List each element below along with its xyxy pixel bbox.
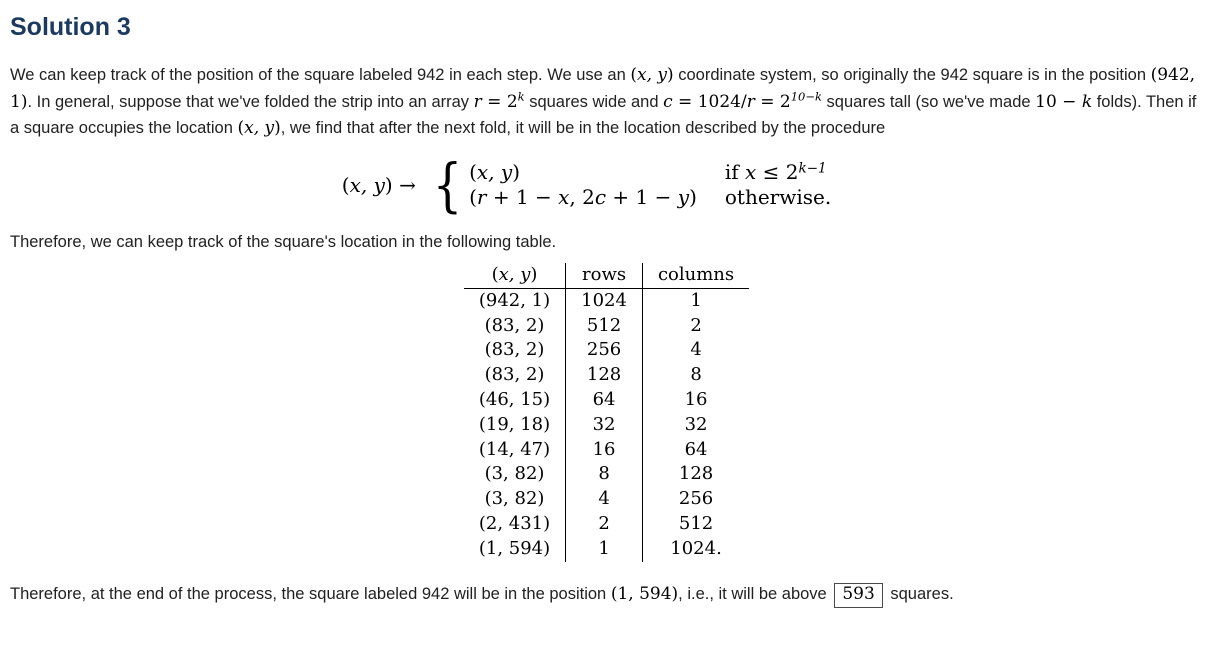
case-1-condition	[725, 160, 831, 184]
table-cell: 1	[566, 537, 643, 562]
table-cell: (942, 1)	[464, 288, 566, 313]
table-cell: (46, 15)	[464, 388, 566, 413]
text-segment: x, y	[244, 118, 275, 138]
position-table-head	[464, 263, 749, 288]
text-segment: r	[476, 185, 487, 209]
text-segment: Therefore, at the end of the process, the square labeled 942 will be in the position	[10, 584, 611, 603]
table-cell: 4	[566, 487, 643, 512]
text-segment: (	[630, 65, 638, 85]
table-row	[464, 338, 749, 363]
text-segment: squares tall (so we've made	[821, 92, 1036, 111]
table-row	[464, 288, 749, 313]
text-segment: )	[689, 185, 697, 209]
text-segment: x, y	[498, 264, 531, 285]
solution-document	[10, 12, 1203, 608]
table-cell: (83, 2)	[464, 338, 566, 363]
text-segment: + 1 −	[486, 185, 559, 209]
table-cell: 2	[690, 314, 702, 336]
table-cell: 128	[678, 463, 714, 485]
table-cell: 512	[678, 512, 714, 534]
table-cell: 512	[566, 314, 643, 339]
text-segment: (	[341, 172, 350, 197]
table-row	[464, 314, 749, 339]
text-segment: squares wide and	[524, 92, 664, 111]
table-cell: 1	[690, 289, 702, 311]
text-segment: (942, 1)	[10, 65, 1196, 112]
table-row	[464, 512, 749, 537]
table-cell: 64	[566, 388, 643, 413]
text-segment: coordinate system, so originally the 942 square is in the position	[673, 66, 1151, 84]
text-segment: )	[512, 160, 521, 184]
text-segment: = 2	[754, 91, 791, 112]
header-cell-columns: columns	[642, 263, 749, 288]
table-cell: (2, 431)	[464, 512, 566, 537]
text-segment: )	[667, 65, 674, 85]
text-segment: x, y	[637, 65, 668, 85]
table-cell: (1, 594)	[464, 537, 566, 562]
table-row	[464, 462, 749, 487]
text-segment: (	[469, 185, 477, 209]
fold-mapping-equation	[10, 150, 1163, 219]
table-cell: 16	[566, 438, 643, 463]
text-segment: k	[517, 89, 525, 103]
table-row	[464, 363, 749, 388]
table-intro-paragraph: Therefore, we can keep track of the square's location in the following table.	[10, 232, 557, 251]
text-segment: (	[237, 118, 245, 138]
table-cell: 8	[690, 364, 702, 386]
text-segment: We can keep track of the position of the square labeled 942 in each step. We use an	[10, 66, 631, 84]
table-row	[464, 413, 749, 438]
text-segment: x, y	[476, 160, 513, 184]
table-cell: 2	[566, 512, 643, 537]
text-segment: )	[530, 264, 538, 285]
page-title: Solution 3	[10, 13, 131, 41]
text-segment: )	[274, 118, 281, 138]
text-segment: (	[469, 160, 477, 184]
boxed-answer: 593	[834, 583, 882, 608]
case-1-value	[469, 160, 697, 184]
text-segment: 10 −	[1035, 91, 1082, 112]
table-row	[464, 438, 749, 463]
text-segment: r	[746, 91, 755, 112]
table-row	[464, 487, 749, 512]
text-segment: x	[558, 185, 570, 209]
text-segment: y	[677, 185, 690, 209]
text-segment: folds). Then if a square occupies the location	[10, 92, 1197, 137]
intro-paragraph	[10, 62, 1203, 142]
case-2-value	[469, 185, 697, 209]
table-cell: 256	[678, 488, 714, 510]
text-segment: (	[491, 264, 499, 285]
text-segment: r	[473, 91, 482, 112]
header-cell-rows: rows	[566, 263, 643, 288]
table-cell: (19, 18)	[464, 413, 566, 438]
text-segment: otherwise.	[724, 185, 832, 209]
table-cell: 32	[684, 413, 708, 435]
table-cell: 8	[566, 462, 643, 487]
text-segment: if	[724, 160, 746, 184]
left-brace-glyph: {	[432, 150, 463, 219]
text-segment: k−1	[798, 160, 827, 177]
table-cell: 64	[684, 438, 708, 460]
text-segment: , 2	[569, 185, 595, 209]
position-table	[464, 263, 749, 562]
table-cell: 4	[690, 339, 702, 361]
table-cell: 16	[684, 388, 708, 410]
header-cell-xy	[464, 263, 566, 288]
text-segment: ) →	[384, 172, 423, 197]
text-segment: = 1024/	[672, 91, 747, 112]
case-2-condition	[725, 185, 831, 209]
table-cell: (83, 2)	[464, 314, 566, 339]
text-segment: x, y	[349, 172, 385, 197]
text-segment: , i.e., it will be above	[678, 584, 832, 603]
text-segment: , we find that after the next fold, it will be in the location described by the procedure	[280, 119, 886, 137]
table-cell: 1024	[566, 288, 643, 313]
table-cell: 128	[566, 363, 643, 388]
table-cell: (83, 2)	[464, 363, 566, 388]
text-segment: = 2	[481, 91, 518, 112]
table-cell: 32	[566, 413, 643, 438]
table-row	[464, 537, 749, 562]
equation-lhs	[342, 173, 422, 197]
table-header-row	[464, 263, 749, 288]
text-segment: . In general, suppose that we've folded the strip into an array	[27, 92, 474, 111]
position-table-body	[464, 288, 749, 561]
conclusion-paragraph	[10, 581, 1203, 608]
table-cell: 256	[566, 338, 643, 363]
text-segment: x	[745, 160, 757, 184]
text-segment: c	[594, 185, 607, 209]
text-segment: ≤ 2	[756, 160, 799, 184]
text-segment: c	[663, 91, 673, 112]
text-segment: (1, 594)	[610, 583, 679, 604]
table-cell: (14, 47)	[464, 438, 566, 463]
text-segment: k	[1081, 91, 1093, 112]
text-segment: 10−k	[790, 89, 822, 103]
table-cell: 1024.	[670, 537, 722, 559]
table-row	[464, 388, 749, 413]
equation-cases	[469, 160, 831, 209]
table-cell: (3, 82)	[464, 462, 566, 487]
text-segment: squares.	[885, 584, 954, 603]
text-segment: + 1 −	[606, 185, 678, 209]
table-cell: (3, 82)	[464, 487, 566, 512]
